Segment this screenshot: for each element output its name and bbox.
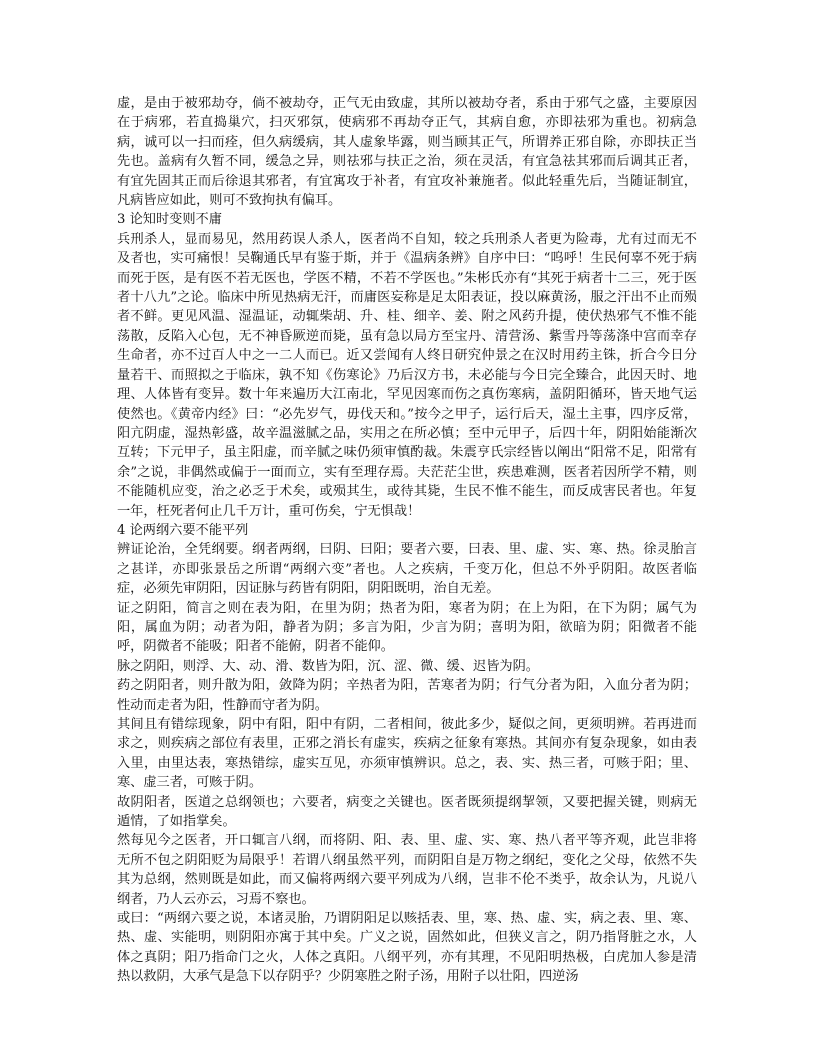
paragraph-6: 药之阴阳者，则升散为阳，敛降为阴；辛热者为阳，苦寒者为阴；行气分者为阳，入血分者为阴；性动而走者为阳，性静而守者为阴。 <box>117 678 697 713</box>
paragraph-10: 或曰：“两纲六要之说，本诸灵胎，乃谓阴阳足以赅括表、里，寒、热、虚、实，病之表、里、寒、热、虚、实能明，则阴阳亦寓于其中矣。广义之说，固然如此，但狭义言之，阴乃指肾脏之水，人体之真阴；阳乃指命门之火，人体之真阳。八纲平列，亦有其理，不见阳明热极，白虎加人参是清热以救阴，大承气是急下以存阴乎？少阴寒胜之附子汤，用附子以壮阳，四逆汤 <box>117 911 697 985</box>
document-page <box>117 94 697 987</box>
paragraph-2: 兵刑杀人，显而易见，然用药误人杀人，医者尚不自知，较之兵刑杀人者更为险毒，尤有过而无不及者也，实可痛恨！吴鞠通氏早有鉴于斯，并于《温病条辨》自序中曰：“呜呼！生民何辜不死于病而死于医，是有医不若无医也，学医不精，不若不学医也。”朱彬氏亦有“其死于病者十二三，死于医者十八九”之论。临床中所见热病无汗，而庸医妄称是足太阳表证，投以麻黄汤，服之汗出不止而殒者不鲜。更见风温、湿温证，动辄柴胡、升、桂、细辛、姜、附之风药升提，使伏热邪气不惟不能荡散，反陷入心包，无不神昏厥逆而毙，虽有急以局方至宝丹、清营汤、紫雪丹等荡涤中宫而幸存生命者，亦不过百人中之一二人而已。近又尝闻有人终日研究仲景之在汉时用药主铢，折合今日分量若干、而照拟之于临床，孰不知《伤寒论》乃后汉方书，未必能与今日完全臻合，此因天时、地理、人体皆有变异。数十年来遍历大江南北，罕见因寒而伤之真伤寒病，盖阴阳循环，皆天地气运使然也。《黄帝内经》曰：“必先岁气，毋伐天和。”按今之甲子，运行后天，湿土主事，四序反常，阳亢阴虚，湿热彰盛，故辛温滋腻之品，实用之在所必慎；至中元甲子，后四十年，阴阳始能渐次互转；下元甲子，虽主阳虚，而辛腻之味仍须审慎酌裁。朱震亨氏宗经皆以阐出“阳常不足，阳常有余”之说，非偶然或偏于一面而立，实有至理存焉。夫茫茫尘世，疾患难测，医者若因所学不精，则不能随机应变，治之必乏于术矣，或殒其生，或待其毙，生民不惟不能生，而反成害民者也。年复一年，枉死者何止几千万计，重可伤矣，宁无惧哉！ <box>117 231 697 519</box>
paragraph-5: 脉之阴阳，则浮、大、动、滑、数皆为阳，沉、涩、微、缓、迟皆为阴。 <box>117 658 539 674</box>
paragraph-4: 证之阴阳，简言之则在表为阳，在里为阴；热者为阳，寒者为阴；在上为阳，在下为阴；属气为阳，属血为阴；动者为阳，静者为阴；多言为阳，少言为阴；喜明为阳，欲暗为阴；阳微者不能呼，阴微者不能吸；阳者不能俯，阴者不能仰。 <box>117 600 697 655</box>
paragraph-8: 故阴阳者，医道之总纲领也；六要者，病变之关键也。医者既须提纲挈领，又要把握关键，则病无遁情，了如指掌矣。 <box>117 794 697 830</box>
paragraph-9: 然每见今之医者，开口辄言八纲，而将阴、阳、表、里、虚、实、寒、热八者平等齐观，此岂非将无所不包之阴阳贬为局限乎！若谓八纲虽然平列，而阴阳自是万物之纲纪，变化之父母，依然不失其为总纲，然则既是如此，而又偏将两纲六要平列成为八纲，岂非不伦不类乎，故余认为，凡说八纲者，乃人云亦云，习焉不察也。 <box>117 833 697 907</box>
section-heading-3: 3 论知时变则不庸 <box>117 212 222 228</box>
paragraph-7: 其间且有错综现象，阴中有阳，阳中有阴，二者相间，彼此多少，疑似之间，更须明辨。若再进而求之，则疾病之部位有表里，正邪之消长有虚实，疾病之征象有寒热。其间亦有复杂现象，如由表入里，由里达表，寒热错综，虚实互见，亦须审慎辨识。总之，表、实、热三者，可赅于阳；里、寒、虚三者，可赅于阴。 <box>117 717 697 791</box>
section-heading-4: 4 论两纲六要不能平列 <box>117 522 249 538</box>
paragraph-1: 虚，是由于被邪劫夺，倘不被劫夺，正气无由致虚，其所以被劫夺者，系由于邪气之盛，主要原因在于病邪，若直捣巢穴，扫灭邪氛，使病邪不再劫夺正气，其病自愈，亦即祛邪为重也。初病急病，诚可以一扫而痊，但久病缓病，其人虚象毕露，则当顾其正气，所谓养正邪自除，亦即扶正当先也。盖病有久暂不同，缓急之异，则祛邪与扶正之治，须在灵活，有宜急祛其邪而后调其正者，有宜先固其正而后徐退其邪者，有宜寓攻于补者，有宜攻补兼施者。似此轻重先后，当随证制宜，凡病皆应如此，则可不致拘执有偏耳。 <box>117 96 697 209</box>
paragraph-3: 辨证论治，全凭纲要。纲者两纲，曰阴、曰阳；要者六要，曰表、里、虚、实、寒、热。徐灵胎言之甚详，亦即张景岳之所谓“两纲六变”者也。人之疾病，千变万化，但总不外乎阴阳。故医者临症，必须先审阴阳，因证脉与药皆有阴阳，阴阳既明，治自无差。 <box>117 542 697 597</box>
